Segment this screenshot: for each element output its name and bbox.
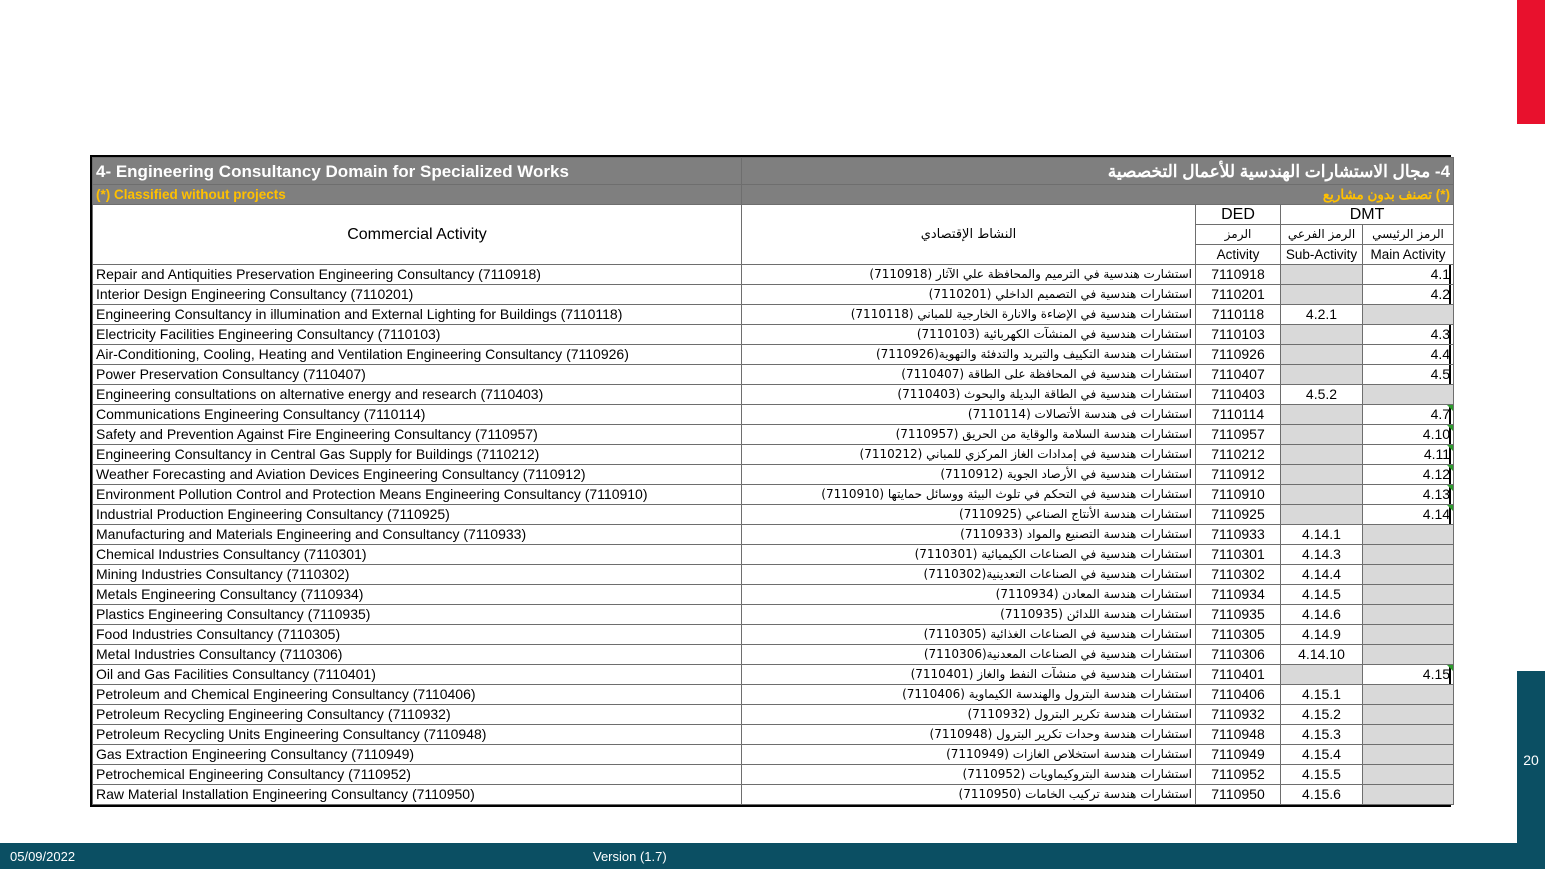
activity-ar-cell: استشارات هندسية في المحافظة على الطاقة (7110407) [742, 365, 1196, 385]
main-activity-header: Main Activity [1363, 245, 1454, 265]
activity-en-cell: Interior Design Engineering Consultancy (7110201) [93, 285, 742, 305]
main-activity-cell: 4.11 [1363, 445, 1454, 465]
activity-en-cell: Safety and Prevention Against Fire Engineering Consultancy (7110957) [93, 425, 742, 445]
sub-activity-cell: 4.15.5 [1281, 765, 1363, 785]
activity-code-cell: 7110302 [1196, 565, 1281, 585]
activity-code-cell: 7110912 [1196, 465, 1281, 485]
table-row [93, 305, 1454, 325]
sub-activity-header: Sub-Activity [1281, 245, 1363, 265]
activity-en-cell: Repair and Antiquities Preservation Engineering Consultancy (7110918) [93, 265, 742, 285]
activity-code-cell: 7110406 [1196, 685, 1281, 705]
activity-code-cell: 7110114 [1196, 405, 1281, 425]
sub-activity-cell [1281, 405, 1363, 425]
sub-activity-cell: 4.15.2 [1281, 705, 1363, 725]
sub-activity-cell [1281, 265, 1363, 285]
note-en: (*) Classified without projects [93, 185, 742, 205]
sub-activity-cell: 4.14.3 [1281, 545, 1363, 565]
activity-ar-cell: استشارات هندسة المعادن (7110934) [742, 585, 1196, 605]
activity-code-cell: 7110306 [1196, 645, 1281, 665]
economic-activity-header: النشاط الإقتصادي [742, 205, 1196, 265]
main-activity-cell: 4.3 [1363, 325, 1454, 345]
activity-code-cell: 7110407 [1196, 365, 1281, 385]
footer-version: Version (1.7) [593, 849, 667, 864]
activities-table [90, 155, 1451, 807]
table-row [93, 405, 1454, 425]
table-row [93, 265, 1454, 285]
activity-ar-cell: استشارات هندسة استخلاص الغازات (7110949) [742, 745, 1196, 765]
activity-ar-cell: استشارات هندسية في منشآت النفط والغاز (7110401) [742, 665, 1196, 685]
table-row [93, 585, 1454, 605]
main-activity-cell [1363, 765, 1454, 785]
activity-ar-cell: استشارات هندسية في الإضاءة والانارة الخارجية للمباني (7110118) [742, 305, 1196, 325]
main-activity-cell [1363, 725, 1454, 745]
activity-en-cell: Weather Forecasting and Aviation Devices Engineering Consultancy (7110912) [93, 465, 742, 485]
table-row [93, 505, 1454, 525]
activity-ar-cell: استشارات هندسية في الطاقة البديلة والبحوث (7110403) [742, 385, 1196, 405]
main-activity-cell: 4.15 [1363, 665, 1454, 685]
activity-en-cell: Environment Pollution Control and Protection Means Engineering Consultancy (7110910) [93, 485, 742, 505]
activity-code-cell: 7110952 [1196, 765, 1281, 785]
sub-activity-cell: 4.14.4 [1281, 565, 1363, 585]
sub-activity-cell: 4.14.9 [1281, 625, 1363, 645]
activity-en-cell: Engineering Consultancy in illumination and External Lighting for Buildings (7110118) [93, 305, 742, 325]
activity-code-cell: 7110950 [1196, 785, 1281, 805]
activity-code-cell: 7110118 [1196, 305, 1281, 325]
table-row [93, 685, 1454, 705]
main-code-ar-header: الرمز الرئيسي [1363, 225, 1454, 245]
table-row [93, 465, 1454, 485]
activity-code-cell: 7110949 [1196, 745, 1281, 765]
main-activity-cell [1363, 385, 1454, 405]
sub-activity-cell [1281, 285, 1363, 305]
activity-code-cell: 7110934 [1196, 585, 1281, 605]
sub-activity-cell [1281, 425, 1363, 445]
activity-ar-cell: استشارت هندسية في الترميم والمحافظة علي الآثار (7110918) [742, 265, 1196, 285]
table-row [93, 565, 1454, 585]
activity-en-cell: Petroleum Recycling Engineering Consultancy (7110932) [93, 705, 742, 725]
activity-code-cell: 7110401 [1196, 665, 1281, 685]
table-row [93, 785, 1454, 805]
activity-ar-cell: استشارات هندسة تكرير البترول (7110932) [742, 705, 1196, 725]
activity-en-cell: Oil and Gas Facilities Consultancy (7110401) [93, 665, 742, 685]
activity-en-cell: Metals Engineering Consultancy (7110934) [93, 585, 742, 605]
activity-en-cell: Engineering Consultancy in Central Gas Supply for Buildings (7110212) [93, 445, 742, 465]
activity-ar-cell: استشارات هندسة البترول والهندسة الكيماوية (7110406) [742, 685, 1196, 705]
activity-en-cell: Manufacturing and Materials Engineering and Consultancy (7110933) [93, 525, 742, 545]
activity-code-cell: 7110925 [1196, 505, 1281, 525]
table-row [93, 665, 1454, 685]
activity-en-cell: Food Industries Consultancy (7110305) [93, 625, 742, 645]
main-activity-cell: 4.10 [1363, 425, 1454, 445]
sub-activity-cell: 4.15.1 [1281, 685, 1363, 705]
activity-ar-cell: استشارات فى هندسة الأتصالات (7110114) [742, 405, 1196, 425]
activity-en-cell: Power Preservation Consultancy (7110407) [93, 365, 742, 385]
sub-activity-cell: 4.14.1 [1281, 525, 1363, 545]
main-activity-cell [1363, 565, 1454, 585]
main-activity-cell: 4.2 [1363, 285, 1454, 305]
sub-activity-cell [1281, 485, 1363, 505]
activity-code-cell: 7110935 [1196, 605, 1281, 625]
section-note-row [93, 185, 1454, 205]
section-title-ar: 4- مجال الاستشارات الهندسية للأعمال التخصصية [742, 158, 1454, 185]
code-ar-header: الرمز [1196, 225, 1281, 245]
main-activity-cell [1363, 645, 1454, 665]
footer-date: 05/09/2022 [10, 849, 76, 864]
main-activity-cell: 4.14 [1363, 505, 1454, 525]
sub-code-ar-header: الرمز الفرعي [1281, 225, 1363, 245]
activity-ar-cell: استشارات هندسة الأنتاج الصناعي (7110925) [742, 505, 1196, 525]
activity-ar-cell: استشارات هندسة السلامة والوقاية من الحريق (7110957) [742, 425, 1196, 445]
activity-ar-cell: استشارات هندسة تركيب الخامات (7110950) [742, 785, 1196, 805]
activity-en-cell: Communications Engineering Consultancy (7110114) [93, 405, 742, 425]
activity-code-cell: 7110301 [1196, 545, 1281, 565]
main-activity-cell [1363, 545, 1454, 565]
activity-code-cell: 7110933 [1196, 525, 1281, 545]
section-title-en: 4- Engineering Consultancy Domain for Specialized Works [93, 158, 742, 185]
activity-code-cell: 7110305 [1196, 625, 1281, 645]
activity-ar-cell: استشارات هندسية في التحكم في تلوث البيئة ووسائل حمايتها (7110910) [742, 485, 1196, 505]
activity-en-cell: Raw Material Installation Engineering Consultancy (7110950) [93, 785, 742, 805]
activity-ar-cell: استشارات هندسية في الصناعات التعدينية(7110302) [742, 565, 1196, 585]
table-row [93, 325, 1454, 345]
activity-ar-cell: استشارات هندسة وحدات تكرير البترول (7110948) [742, 725, 1196, 745]
sub-activity-cell [1281, 445, 1363, 465]
footer-bar [0, 843, 1545, 869]
activity-code-cell: 7110201 [1196, 285, 1281, 305]
sub-activity-cell [1281, 365, 1363, 385]
dmt-header: DMT [1281, 205, 1454, 225]
page-number: 20 [1523, 752, 1539, 768]
activity-en-cell: Metal Industries Consultancy (7110306) [93, 645, 742, 665]
activity-en-cell: Petroleum Recycling Units Engineering Consultancy (7110948) [93, 725, 742, 745]
main-activity-cell: 4.4 [1363, 345, 1454, 365]
activity-en-cell: Engineering consultations on alternative energy and research (7110403) [93, 385, 742, 405]
section-title-row [93, 158, 1454, 185]
main-activity-cell [1363, 605, 1454, 625]
table-row [93, 705, 1454, 725]
table-row [93, 285, 1454, 305]
main-activity-cell [1363, 525, 1454, 545]
main-activity-cell [1363, 705, 1454, 725]
main-activity-cell: 4.7 [1363, 405, 1454, 425]
activity-en-cell: Petroleum and Chemical Engineering Consultancy (7110406) [93, 685, 742, 705]
main-activity-cell [1363, 625, 1454, 645]
sub-activity-cell: 4.15.6 [1281, 785, 1363, 805]
activity-ar-cell: استشارات هندسة التصنيع والمواد (7110933) [742, 525, 1196, 545]
main-activity-cell [1363, 685, 1454, 705]
main-activity-cell [1363, 305, 1454, 325]
activity-code-cell: 7110403 [1196, 385, 1281, 405]
main-activity-cell: 4.5 [1363, 365, 1454, 385]
teal-side-bar [1517, 671, 1545, 869]
activity-en-cell: Gas Extraction Engineering Consultancy (7110949) [93, 745, 742, 765]
activity-code-cell: 7110926 [1196, 345, 1281, 365]
sub-activity-cell: 4.2.1 [1281, 305, 1363, 325]
activity-en-cell: Chemical Industries Consultancy (7110301) [93, 545, 742, 565]
activity-ar-cell: استشارات هندسة البتروكيماويات (7110952) [742, 765, 1196, 785]
red-accent-bar [1517, 0, 1545, 124]
activity-ar-cell: استشارات هندسية في الصناعات الكيميائية (7110301) [742, 545, 1196, 565]
table-row [93, 485, 1454, 505]
table-row [93, 365, 1454, 385]
ded-header: DED [1196, 205, 1281, 225]
table-row [93, 745, 1454, 765]
sub-activity-cell: 4.5.2 [1281, 385, 1363, 405]
activity-code-cell: 7110103 [1196, 325, 1281, 345]
activity-en-cell: Mining Industries Consultancy (7110302) [93, 565, 742, 585]
activity-ar-cell: استشارات هندسية في التصميم الداخلي (7110201) [742, 285, 1196, 305]
table-row [93, 765, 1454, 785]
main-activity-cell [1363, 585, 1454, 605]
commercial-activity-header: Commercial Activity [93, 205, 742, 265]
sub-activity-cell: 4.15.3 [1281, 725, 1363, 745]
activity-code-cell: 7110948 [1196, 725, 1281, 745]
sub-activity-cell [1281, 505, 1363, 525]
sub-activity-cell: 4.14.6 [1281, 605, 1363, 625]
activity-ar-cell: استشارات هندسية في المنشآت الكهربائية (7110103) [742, 325, 1196, 345]
sub-activity-cell [1281, 465, 1363, 485]
table-row [93, 645, 1454, 665]
activity-code-cell: 7110918 [1196, 265, 1281, 285]
table-row [93, 445, 1454, 465]
activity-code-cell: 7110212 [1196, 445, 1281, 465]
activity-code-cell: 7110932 [1196, 705, 1281, 725]
activity-en-cell: Electricity Facilities Engineering Consultancy (7110103) [93, 325, 742, 345]
main-activity-cell [1363, 785, 1454, 805]
activity-ar-cell: استشارات هندسية في الصناعات المعدنية(7110306) [742, 645, 1196, 665]
main-activity-cell: 4.13 [1363, 485, 1454, 505]
table-row [93, 525, 1454, 545]
sub-activity-cell: 4.14.10 [1281, 645, 1363, 665]
table-row [93, 425, 1454, 445]
table-row [93, 605, 1454, 625]
sub-activity-cell [1281, 345, 1363, 365]
table-row [93, 545, 1454, 565]
activity-ar-cell: استشارات هندسية في الأرصاد الجوية (7110912) [742, 465, 1196, 485]
table-row [93, 385, 1454, 405]
activity-code-cell: 7110910 [1196, 485, 1281, 505]
activity-ar-cell: استشارات هندسية في إمدادات الغاز المركزي للمباني (7110212) [742, 445, 1196, 465]
note-ar: (*) تصنف بدون مشاريع [742, 185, 1454, 205]
sub-activity-cell [1281, 665, 1363, 685]
activity-header: Activity [1196, 245, 1281, 265]
activity-en-cell: Air-Conditioning, Cooling, Heating and Ventilation Engineering Consultancy (7110926) [93, 345, 742, 365]
table-row [93, 625, 1454, 645]
activity-en-cell: Petrochemical Engineering Consultancy (7110952) [93, 765, 742, 785]
activity-ar-cell: استشارات هندسة التكييف والتبريد والتدفئة والتهوية(7110926) [742, 345, 1196, 365]
activity-en-cell: Industrial Production Engineering Consultancy (7110925) [93, 505, 742, 525]
activity-en-cell: Plastics Engineering Consultancy (7110935) [93, 605, 742, 625]
header-row-1 [93, 205, 1454, 225]
table-row [93, 725, 1454, 745]
sub-activity-cell [1281, 325, 1363, 345]
activity-code-cell: 7110957 [1196, 425, 1281, 445]
main-activity-cell: 4.12 [1363, 465, 1454, 485]
main-activity-cell: 4.1 [1363, 265, 1454, 285]
main-activity-cell [1363, 745, 1454, 765]
activity-ar-cell: استشارات هندسة اللدائن (7110935) [742, 605, 1196, 625]
activity-ar-cell: استشارات هندسية في الصناعات الغذائية (7110305) [742, 625, 1196, 645]
table-row [93, 345, 1454, 365]
sub-activity-cell: 4.14.5 [1281, 585, 1363, 605]
sub-activity-cell: 4.15.4 [1281, 745, 1363, 765]
